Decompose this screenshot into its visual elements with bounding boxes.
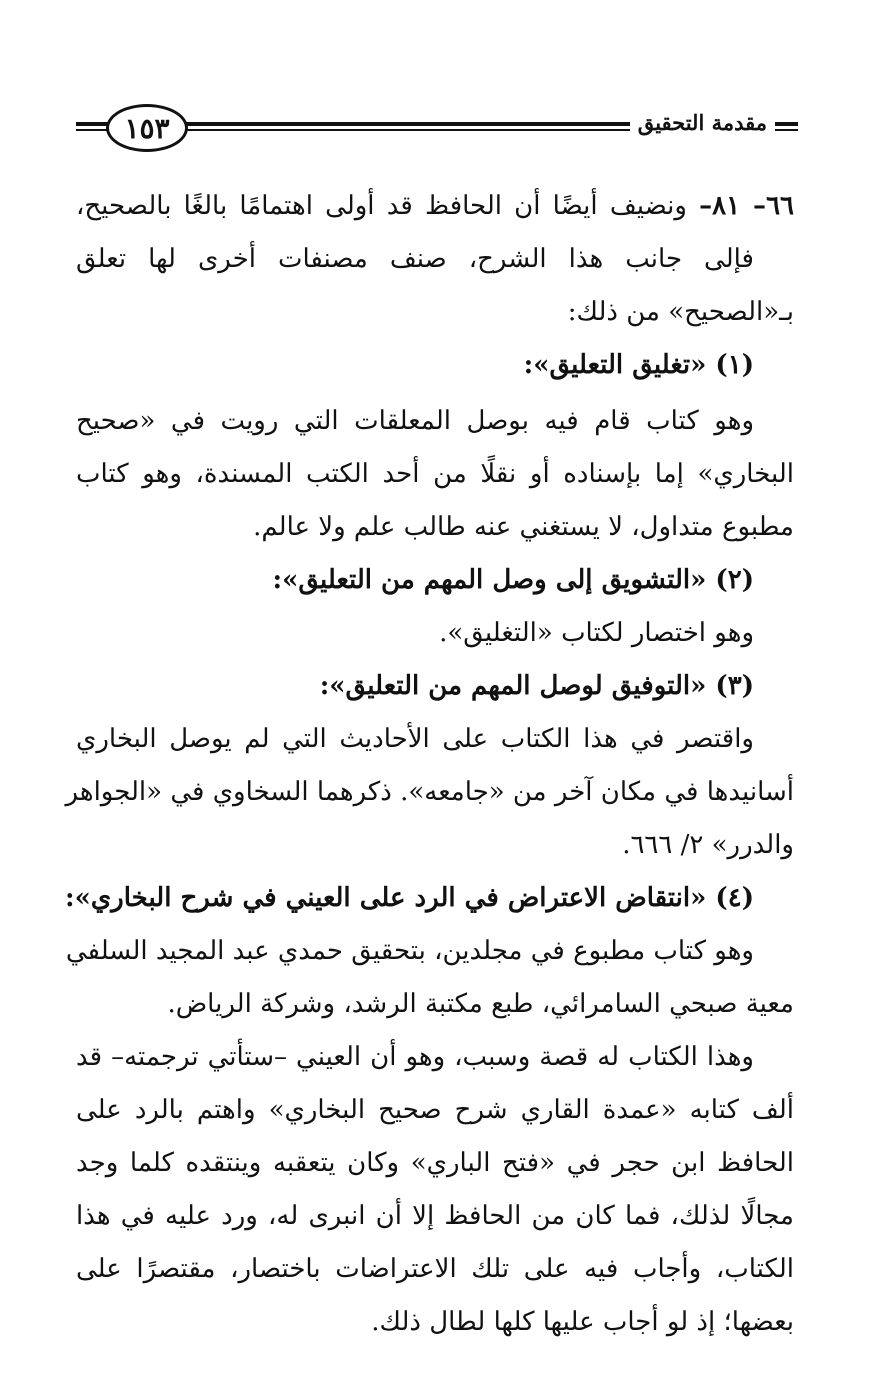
heading-tashwiq: (٢) «التشويق إلى وصل المهم من التعليق»:	[272, 565, 754, 595]
paragraph-1-line-2: فإلى جانب هذا الشرح، صنف مصنفات أخرى لها تعلق	[76, 244, 754, 274]
paragraph-2-line-1: وهو كتاب قام فيه بوصل المعلقات التي رويت في «صحيح	[76, 406, 754, 436]
paragraph-1-line-3: بـ«الصحيح» من ذلك:	[567, 297, 794, 327]
heading-intiqad: (٤) «انتقاض الاعتراض في الرد على العيني في شرح البخاري»:	[64, 883, 754, 913]
heading-taghliq: (١) «تغليق التعليق»:	[523, 350, 754, 380]
paragraph-6-line-3: الحافظ ابن حجر في «فتح الباري» وكان يتعقبه وينتقده كلما وجد	[76, 1148, 794, 1178]
paragraph-6-line-1: وهذا الكتاب له قصة وسبب، وهو أن العيني –ستأتي ترجمته– قد	[76, 1042, 754, 1072]
paragraph-1-line-1	[76, 180, 794, 233]
page-header	[0, 100, 873, 160]
page-number: ١٥٣	[124, 111, 170, 145]
paragraph-1-line-1-text: ونضيف أيضًا أن الحافظ قد أولى اهتمامًا بالغًا بالصحيح،	[76, 191, 687, 221]
paragraph-3: وهو اختصار لكتاب «التغليق».	[439, 618, 754, 648]
paragraph-number: ٦٦– ٨١–	[699, 191, 794, 221]
paragraph-5-line-1: وهو كتاب مطبوع في مجلدين، بتحقيق حمدي عبد المجيد السلفي	[65, 936, 754, 966]
paragraph-4-line-3: والدرر» ٢/ ٦٦٦.	[622, 830, 794, 860]
paragraph-5-line-2: معية صبحي السامرائي، طبع مكتبة الرشد، وشركة الرياض.	[167, 989, 794, 1019]
paragraph-6-line-2: ألف كتابه «عمدة القاري شرح صحيح البخاري» واهتم بالرد على	[76, 1095, 794, 1125]
running-title: مقدمة التحقيق	[630, 110, 775, 135]
paragraph-6-line-5: الكتاب، وأجاب فيه على تلك الاعتراضات باختصار، مقتصرًا على	[76, 1254, 794, 1284]
paragraph-2-line-2: البخاري» إما بإسناده أو نقلًا من أحد الكتب المسندة، وهو كتاب	[76, 459, 794, 489]
page-number-oval	[106, 104, 188, 152]
paragraph-6-line-6: بعضها؛ إذ لو أجاب عليها كلها لطال ذلك.	[371, 1307, 794, 1337]
paragraph-2-line-3: مطبوع متداول، لا يستغني عنه طالب علم ولا عالم.	[253, 512, 794, 542]
paragraph-4-line-2: أسانيدها في مكان آخر من «جامعه». ذكرهما السخاوي في «الجواهر	[65, 777, 794, 807]
paragraph-4-line-1: واقتصر في هذا الكتاب على الأحاديث التي لم يوصل البخاري	[76, 724, 754, 754]
paragraph-6-line-4: مجالًا لذلك، فما كان من الحافظ إلا أن انبرى له، ورد عليه في هذا	[76, 1201, 794, 1231]
page-body	[64, 180, 794, 1349]
heading-tawfiq: (٣) «التوفيق لوصل المهم من التعليق»:	[319, 671, 754, 701]
